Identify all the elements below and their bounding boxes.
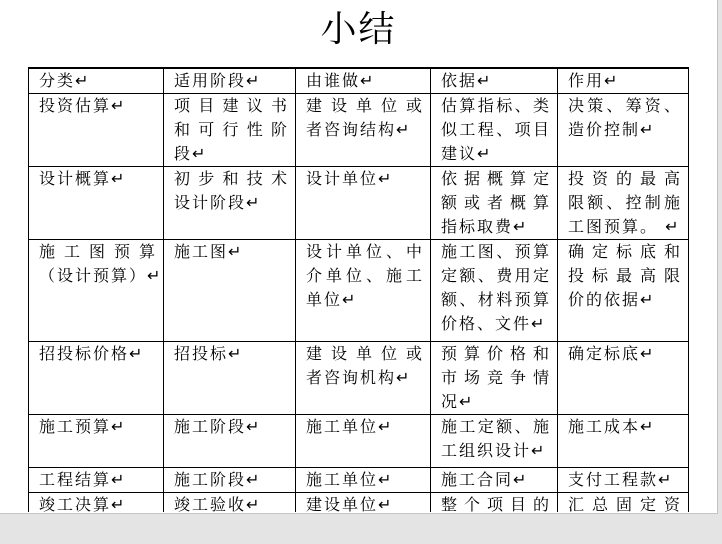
cell-line: 设计单位↵ [306,169,394,188]
table-row [29,342,689,415]
cell-line: 确定标底和 [568,242,682,261]
cell-line: 似工程、项目 [441,120,551,139]
table-cell [431,415,558,468]
cell-line: 招投标↵ [174,344,244,363]
table-cell [558,342,689,415]
cell-line: （设计预算）↵ [39,266,163,285]
cell-line: 设计概算↵ [39,169,127,188]
table-cell [558,468,689,493]
cell-line: 者咨询机构↵ [306,368,412,387]
table-cell [164,94,296,167]
cell-line: 依据概算定 [441,169,551,188]
table-row [29,240,689,342]
table-cell [164,240,296,342]
summary-table-container [28,67,690,512]
cell-line: 造价控制↵ [568,120,656,139]
table-cell [296,167,431,240]
header-purpose: 作用↵ [558,68,689,94]
cell-line: 投标最高限 [568,266,682,285]
table-cell [431,468,558,493]
cell-line: 段↵ [174,144,208,163]
cell-line: 预算价格和 [441,344,551,363]
table-row [29,493,689,513]
cell-line: 建设单位↵ [306,495,394,512]
header-category: 分类↵ [29,68,164,94]
cell-line: 额、材料预算 [441,290,551,309]
cell-line: 施工阶段↵ [174,417,262,436]
cell-line: 支付工程款↵ [568,470,674,489]
table-cell [296,94,431,167]
cell-line: 介单位、施工 [306,266,424,285]
cell-line: 价格、文件↵ [441,314,547,333]
table-cell [164,493,296,513]
cell-line: 施工单位↵ [306,470,394,489]
table-cell [431,342,558,415]
cell-line: 施工图预算 [39,242,157,261]
cell-line: 施工单位↵ [306,417,394,436]
cell-line: 施工合同↵ [441,470,529,489]
cell-line: 施工图↵ [174,242,244,261]
cell-line: 竣工验收↵ [174,495,262,512]
table-cell [558,493,689,513]
cell-line: 建议↵ [441,144,493,163]
cell-line: 单位↵ [306,290,358,309]
cell-line: 施工成本↵ [568,417,656,436]
cell-line: 确定标底↵ [568,344,656,363]
table-cell [296,240,431,342]
cell-line: 者咨询结构↵ [306,120,412,139]
cell-line: 施工图、预算 [441,242,551,261]
table-row [29,94,689,167]
table-cell [431,167,558,240]
table-cell [558,240,689,342]
table-cell [296,493,431,513]
cell-line: 施工预算↵ [39,417,127,436]
table-cell [431,240,558,342]
table-cell [296,342,431,415]
cell-line: 建设单位或 [306,96,424,115]
cell-line: 招投标价格↵ [39,344,145,363]
cell-line: 投资估算↵ [39,96,127,115]
cell-line: 投资的最高 [568,169,682,188]
slide-title: 小结 [320,9,397,50]
table-row [29,167,689,240]
header-performer: 由谁做↵ [296,68,431,94]
table-cell [431,493,558,513]
cell-line: 况↵ [441,392,475,411]
cell-line: 施工定额、施 [441,417,551,436]
table-cell [164,167,296,240]
table-cell [296,415,431,468]
cell-line: 整个项目的 [441,495,551,512]
cell-line: 决策、筹资、 [568,96,682,115]
cell-line: 设计单位、中 [306,242,424,261]
table-cell [29,342,164,415]
table-cell [164,468,296,493]
cell-line: 工图预算。 ↵ [568,217,681,236]
table-header-row [29,68,689,94]
cell-line: 指标取费↵ [441,217,529,236]
summary-table [28,67,689,512]
cell-line: 设计阶段↵ [174,193,262,212]
table-cell [29,240,164,342]
table-cell [558,94,689,167]
table-cell [558,167,689,240]
cell-line: 汇总固定资 [568,495,682,512]
table-cell [29,493,164,513]
table-cell [29,167,164,240]
cell-line: 建设单位或 [306,344,424,363]
table-cell [164,415,296,468]
header-stage: 适用阶段↵ [164,68,296,94]
cell-line: 初步和技术 [174,169,289,188]
cell-line: 工组织设计↵ [441,441,547,460]
table-row [29,468,689,493]
cell-line: 限额、控制施 [568,193,682,212]
header-basis: 依据↵ [431,68,558,94]
table-row [29,415,689,468]
table-cell [29,415,164,468]
cell-line: 竣工决算↵ [39,495,127,512]
cell-line: 市场竞争情 [441,368,551,387]
cell-line: 定额、费用定 [441,266,551,285]
cell-line: 和可行性阶 [174,120,289,139]
table-cell [296,468,431,493]
table-cell [431,94,558,167]
cell-line: 施工阶段↵ [174,470,262,489]
table-cell [164,342,296,415]
cell-line: 价的依据↵ [568,290,656,309]
cell-line: 工程结算↵ [39,470,127,489]
table-cell [29,94,164,167]
cell-line: 项目建议书 [174,96,289,115]
table-cell [558,415,689,468]
cell-line: 估算指标、类 [441,96,551,115]
table-cell [29,468,164,493]
cell-line: 额或者概算 [441,193,551,212]
